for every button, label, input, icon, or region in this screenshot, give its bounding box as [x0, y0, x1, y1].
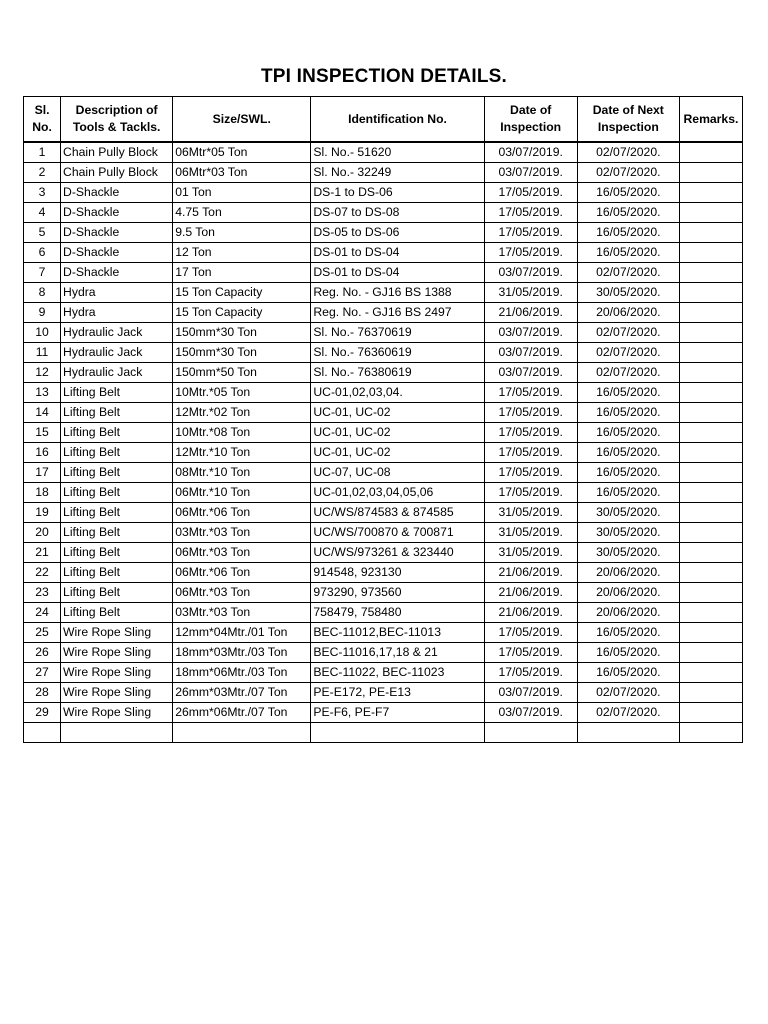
cell-date-of-next-inspection: 02/07/2020. — [577, 142, 679, 163]
cell-size: 06Mtr.*06 Ton — [173, 503, 311, 523]
cell-description: Hydraulic Jack — [61, 343, 173, 363]
cell-date-of-next-inspection: 20/06/2020. — [577, 563, 679, 583]
cell-description: Lifting Belt — [61, 583, 173, 603]
cell-date-of-inspection: 03/07/2019. — [484, 703, 577, 723]
cell-identification: Sl. No.- 51620 — [311, 142, 484, 163]
cell-identification: Reg. No. - GJ16 BS 2497 — [311, 303, 484, 323]
cell-identification: UC-01,02,03,04. — [311, 383, 484, 403]
cell-date-of-inspection: 03/07/2019. — [484, 363, 577, 383]
cell-date-of-next-inspection: 16/05/2020. — [577, 663, 679, 683]
cell-sl-no: 16 — [24, 443, 61, 463]
cell-sl-no: 3 — [24, 183, 61, 203]
cell-size: 10Mtr.*08 Ton — [173, 423, 311, 443]
cell-remarks — [679, 463, 742, 483]
cell-identification: DS-01 to DS-04 — [311, 243, 484, 263]
cell-sl-no: 7 — [24, 263, 61, 283]
cell-remarks — [679, 663, 742, 683]
header-identification: Identification No. — [311, 97, 484, 143]
cell-remarks — [679, 703, 742, 723]
cell-description: D-Shackle — [61, 243, 173, 263]
cell-remarks — [679, 383, 742, 403]
cell-sl-no: 6 — [24, 243, 61, 263]
table-row — [24, 503, 743, 523]
cell-size: 01 Ton — [173, 183, 311, 203]
cell-date-of-next-inspection: 02/07/2020. — [577, 363, 679, 383]
cell-date-of-next-inspection: 16/05/2020. — [577, 183, 679, 203]
cell-size: 06Mtr.*10 Ton — [173, 483, 311, 503]
cell-identification: UC/WS/874583 & 874585 — [311, 503, 484, 523]
cell-size: 26mm*03Mtr./07 Ton — [173, 683, 311, 703]
cell-description: Wire Rope Sling — [61, 643, 173, 663]
cell-sl-no: 26 — [24, 643, 61, 663]
table-row — [24, 343, 743, 363]
table-row — [24, 263, 743, 283]
cell-date-of-next-inspection: 30/05/2020. — [577, 283, 679, 303]
cell-sl-no: 23 — [24, 583, 61, 603]
cell-remarks — [679, 543, 742, 563]
cell-date-of-inspection: 17/05/2019. — [484, 643, 577, 663]
cell-size: 03Mtr.*03 Ton — [173, 603, 311, 623]
cell-date-of-inspection: 03/07/2019. — [484, 263, 577, 283]
cell-description: Wire Rope Sling — [61, 683, 173, 703]
cell-remarks — [679, 683, 742, 703]
cell-identification: 973290, 973560 — [311, 583, 484, 603]
cell-sl-no: 5 — [24, 223, 61, 243]
cell-date-of-inspection: 17/05/2019. — [484, 243, 577, 263]
cell-sl-no: 27 — [24, 663, 61, 683]
cell-identification: 914548, 923130 — [311, 563, 484, 583]
cell-sl-no: 29 — [24, 703, 61, 723]
header-sl-no: Sl. No. — [24, 97, 61, 143]
cell-size: 17 Ton — [173, 263, 311, 283]
cell-sl-no: 14 — [24, 403, 61, 423]
cell-date-of-inspection: 17/05/2019. — [484, 623, 577, 643]
cell-remarks — [679, 163, 742, 183]
cell-date-of-inspection: 17/05/2019. — [484, 383, 577, 403]
cell-date-of-inspection: 31/05/2019. — [484, 523, 577, 543]
cell-size: 150mm*50 Ton — [173, 363, 311, 383]
cell-description: Lifting Belt — [61, 603, 173, 623]
table-row — [24, 703, 743, 723]
cell-date-of-next-inspection: 02/07/2020. — [577, 263, 679, 283]
cell-identification: BEC-11022, BEC-11023 — [311, 663, 484, 683]
cell-identification: UC-01, UC-02 — [311, 423, 484, 443]
header-remarks: Remarks. — [679, 97, 742, 143]
cell-remarks — [679, 583, 742, 603]
cell-sl-no: 18 — [24, 483, 61, 503]
cell-sl-no: 28 — [24, 683, 61, 703]
cell-date-of-next-inspection: 20/06/2020. — [577, 603, 679, 623]
cell-size: 06Mtr.*03 Ton — [173, 543, 311, 563]
cell-description: Wire Rope Sling — [61, 623, 173, 643]
cell-description: Lifting Belt — [61, 423, 173, 443]
cell-identification: Reg. No. - GJ16 BS 1388 — [311, 283, 484, 303]
empty-cell — [24, 723, 61, 743]
empty-cell — [173, 723, 311, 743]
cell-remarks — [679, 323, 742, 343]
cell-size: 26mm*06Mtr./07 Ton — [173, 703, 311, 723]
cell-size: 12 Ton — [173, 243, 311, 263]
table-row — [24, 142, 743, 163]
cell-description: Chain Pully Block — [61, 163, 173, 183]
cell-size: 150mm*30 Ton — [173, 343, 311, 363]
cell-description: D-Shackle — [61, 223, 173, 243]
cell-date-of-inspection: 17/05/2019. — [484, 183, 577, 203]
header-row — [24, 97, 743, 143]
cell-identification: UC-01, UC-02 — [311, 403, 484, 423]
table-row — [24, 543, 743, 563]
cell-date-of-next-inspection: 02/07/2020. — [577, 683, 679, 703]
cell-remarks — [679, 223, 742, 243]
cell-identification: BEC-11012,BEC-11013 — [311, 623, 484, 643]
cell-date-of-next-inspection: 02/07/2020. — [577, 343, 679, 363]
cell-size: 15 Ton Capacity — [173, 303, 311, 323]
cell-size: 4.75 Ton — [173, 203, 311, 223]
cell-date-of-inspection: 03/07/2019. — [484, 163, 577, 183]
table-row — [24, 203, 743, 223]
cell-date-of-inspection: 31/05/2019. — [484, 283, 577, 303]
cell-size: 18mm*06Mtr./03 Ton — [173, 663, 311, 683]
cell-date-of-next-inspection: 20/06/2020. — [577, 583, 679, 603]
cell-identification: 758479, 758480 — [311, 603, 484, 623]
cell-description: Lifting Belt — [61, 523, 173, 543]
table-row — [24, 643, 743, 663]
inspection-table — [23, 96, 743, 743]
cell-date-of-inspection: 03/07/2019. — [484, 142, 577, 163]
cell-identification: UC/WS/973261 & 323440 — [311, 543, 484, 563]
cell-remarks — [679, 283, 742, 303]
cell-date-of-inspection: 21/06/2019. — [484, 583, 577, 603]
cell-date-of-inspection: 17/05/2019. — [484, 463, 577, 483]
cell-description: Hydraulic Jack — [61, 363, 173, 383]
cell-date-of-inspection: 03/07/2019. — [484, 683, 577, 703]
cell-remarks — [679, 343, 742, 363]
cell-sl-no: 2 — [24, 163, 61, 183]
cell-date-of-next-inspection: 20/06/2020. — [577, 303, 679, 323]
cell-date-of-inspection: 17/05/2019. — [484, 203, 577, 223]
table-row — [24, 443, 743, 463]
table-row — [24, 663, 743, 683]
cell-sl-no: 9 — [24, 303, 61, 323]
cell-sl-no: 11 — [24, 343, 61, 363]
cell-size: 06Mtr*05 Ton — [173, 142, 311, 163]
cell-remarks — [679, 203, 742, 223]
cell-description: D-Shackle — [61, 263, 173, 283]
table-row — [24, 283, 743, 303]
table-row — [24, 223, 743, 243]
cell-date-of-next-inspection: 16/05/2020. — [577, 623, 679, 643]
cell-sl-no: 22 — [24, 563, 61, 583]
empty-cell — [61, 723, 173, 743]
cell-remarks — [679, 643, 742, 663]
cell-description: Lifting Belt — [61, 383, 173, 403]
cell-identification: DS-01 to DS-04 — [311, 263, 484, 283]
cell-date-of-next-inspection: 02/07/2020. — [577, 703, 679, 723]
table-row — [24, 463, 743, 483]
header-description: Description of Tools & Tackls. — [61, 97, 173, 143]
cell-date-of-next-inspection: 16/05/2020. — [577, 223, 679, 243]
cell-remarks — [679, 443, 742, 463]
cell-remarks — [679, 403, 742, 423]
cell-remarks — [679, 243, 742, 263]
cell-sl-no: 12 — [24, 363, 61, 383]
cell-description: Lifting Belt — [61, 483, 173, 503]
cell-sl-no: 25 — [24, 623, 61, 643]
cell-identification: UC-01,02,03,04,05,06 — [311, 483, 484, 503]
cell-size: 9.5 Ton — [173, 223, 311, 243]
cell-date-of-inspection: 17/05/2019. — [484, 483, 577, 503]
cell-date-of-inspection: 17/05/2019. — [484, 423, 577, 443]
cell-size: 06Mtr*03 Ton — [173, 163, 311, 183]
cell-date-of-inspection: 17/05/2019. — [484, 663, 577, 683]
table-row — [24, 483, 743, 503]
cell-identification: PE-E172, PE-E13 — [311, 683, 484, 703]
cell-date-of-next-inspection: 30/05/2020. — [577, 543, 679, 563]
cell-date-of-next-inspection: 16/05/2020. — [577, 443, 679, 463]
cell-date-of-next-inspection: 16/05/2020. — [577, 203, 679, 223]
table-row — [24, 583, 743, 603]
table-row — [24, 163, 743, 183]
cell-remarks — [679, 423, 742, 443]
cell-description: Lifting Belt — [61, 503, 173, 523]
cell-date-of-next-inspection: 16/05/2020. — [577, 383, 679, 403]
cell-sl-no: 19 — [24, 503, 61, 523]
cell-sl-no: 10 — [24, 323, 61, 343]
cell-identification: DS-1 to DS-06 — [311, 183, 484, 203]
cell-date-of-next-inspection: 16/05/2020. — [577, 423, 679, 443]
cell-identification: BEC-11016,17,18 & 21 — [311, 643, 484, 663]
cell-remarks — [679, 523, 742, 543]
cell-sl-no: 1 — [24, 142, 61, 163]
cell-date-of-inspection: 03/07/2019. — [484, 323, 577, 343]
table-row — [24, 363, 743, 383]
cell-date-of-inspection: 17/05/2019. — [484, 403, 577, 423]
cell-size: 15 Ton Capacity — [173, 283, 311, 303]
cell-date-of-next-inspection: 16/05/2020. — [577, 643, 679, 663]
cell-date-of-inspection: 17/05/2019. — [484, 443, 577, 463]
cell-identification: Sl. No.- 76380619 — [311, 363, 484, 383]
empty-cell — [484, 723, 577, 743]
cell-identification: Sl. No.- 76370619 — [311, 323, 484, 343]
header-size: Size/SWL. — [173, 97, 311, 143]
cell-description: Chain Pully Block — [61, 142, 173, 163]
cell-description: Hydra — [61, 303, 173, 323]
cell-remarks — [679, 503, 742, 523]
empty-cell — [577, 723, 679, 743]
cell-date-of-next-inspection: 02/07/2020. — [577, 323, 679, 343]
cell-sl-no: 15 — [24, 423, 61, 443]
table-row — [24, 403, 743, 423]
cell-date-of-inspection: 21/06/2019. — [484, 563, 577, 583]
cell-size: 150mm*30 Ton — [173, 323, 311, 343]
empty-table-row — [24, 723, 743, 743]
table-row — [24, 303, 743, 323]
cell-date-of-inspection: 31/05/2019. — [484, 543, 577, 563]
cell-size: 18mm*03Mtr./03 Ton — [173, 643, 311, 663]
cell-remarks — [679, 623, 742, 643]
table-row — [24, 563, 743, 583]
table-row — [24, 623, 743, 643]
cell-description: Hydra — [61, 283, 173, 303]
cell-description: Lifting Belt — [61, 403, 173, 423]
cell-identification: UC/WS/700870 & 700871 — [311, 523, 484, 543]
table-row — [24, 183, 743, 203]
table-row — [24, 423, 743, 443]
page-title: TPI INSPECTION DETAILS. — [261, 66, 507, 87]
cell-date-of-next-inspection: 16/05/2020. — [577, 463, 679, 483]
cell-remarks — [679, 563, 742, 583]
cell-identification: UC-07, UC-08 — [311, 463, 484, 483]
table-row — [24, 523, 743, 543]
cell-size: 08Mtr.*10 Ton — [173, 463, 311, 483]
cell-remarks — [679, 263, 742, 283]
cell-size: 10Mtr.*05 Ton — [173, 383, 311, 403]
empty-cell — [679, 723, 742, 743]
cell-sl-no: 17 — [24, 463, 61, 483]
cell-remarks — [679, 142, 742, 163]
cell-size: 12mm*04Mtr./01 Ton — [173, 623, 311, 643]
header-date-of-inspection: Date of Inspection — [484, 97, 577, 143]
cell-description: D-Shackle — [61, 183, 173, 203]
cell-size: 06Mtr.*06 Ton — [173, 563, 311, 583]
cell-size: 03Mtr.*03 Ton — [173, 523, 311, 543]
header-date-of-next-inspection: Date of Next Inspection — [577, 97, 679, 143]
cell-date-of-next-inspection: 16/05/2020. — [577, 243, 679, 263]
cell-identification: DS-07 to DS-08 — [311, 203, 484, 223]
cell-date-of-inspection: 31/05/2019. — [484, 503, 577, 523]
cell-identification: Sl. No.- 76360619 — [311, 343, 484, 363]
empty-cell — [311, 723, 484, 743]
table-body — [24, 142, 743, 743]
cell-description: Lifting Belt — [61, 463, 173, 483]
cell-date-of-next-inspection: 30/05/2020. — [577, 523, 679, 543]
cell-description: D-Shackle — [61, 203, 173, 223]
cell-identification: PE-F6, PE-F7 — [311, 703, 484, 723]
cell-date-of-inspection: 03/07/2019. — [484, 343, 577, 363]
cell-size: 12Mtr.*10 Ton — [173, 443, 311, 463]
cell-sl-no: 8 — [24, 283, 61, 303]
cell-sl-no: 24 — [24, 603, 61, 623]
cell-sl-no: 4 — [24, 203, 61, 223]
cell-date-of-next-inspection: 30/05/2020. — [577, 503, 679, 523]
cell-sl-no: 13 — [24, 383, 61, 403]
cell-identification: Sl. No.- 32249 — [311, 163, 484, 183]
cell-remarks — [679, 363, 742, 383]
cell-remarks — [679, 483, 742, 503]
cell-date-of-inspection: 21/06/2019. — [484, 303, 577, 323]
cell-sl-no: 21 — [24, 543, 61, 563]
cell-size: 06Mtr.*03 Ton — [173, 583, 311, 603]
cell-remarks — [679, 183, 742, 203]
table-row — [24, 683, 743, 703]
cell-description: Lifting Belt — [61, 563, 173, 583]
cell-date-of-next-inspection: 02/07/2020. — [577, 163, 679, 183]
table-row — [24, 603, 743, 623]
cell-description: Hydraulic Jack — [61, 323, 173, 343]
cell-date-of-next-inspection: 16/05/2020. — [577, 403, 679, 423]
cell-date-of-inspection: 17/05/2019. — [484, 223, 577, 243]
cell-description: Lifting Belt — [61, 443, 173, 463]
cell-size: 12Mtr.*02 Ton — [173, 403, 311, 423]
cell-description: Lifting Belt — [61, 543, 173, 563]
cell-date-of-next-inspection: 16/05/2020. — [577, 483, 679, 503]
cell-identification: DS-05 to DS-06 — [311, 223, 484, 243]
cell-date-of-inspection: 21/06/2019. — [484, 603, 577, 623]
cell-remarks — [679, 603, 742, 623]
cell-description: Wire Rope Sling — [61, 663, 173, 683]
cell-sl-no: 20 — [24, 523, 61, 543]
cell-remarks — [679, 303, 742, 323]
cell-identification: UC-01, UC-02 — [311, 443, 484, 463]
table-row — [24, 323, 743, 343]
table-row — [24, 383, 743, 403]
cell-description: Wire Rope Sling — [61, 703, 173, 723]
table-row — [24, 243, 743, 263]
